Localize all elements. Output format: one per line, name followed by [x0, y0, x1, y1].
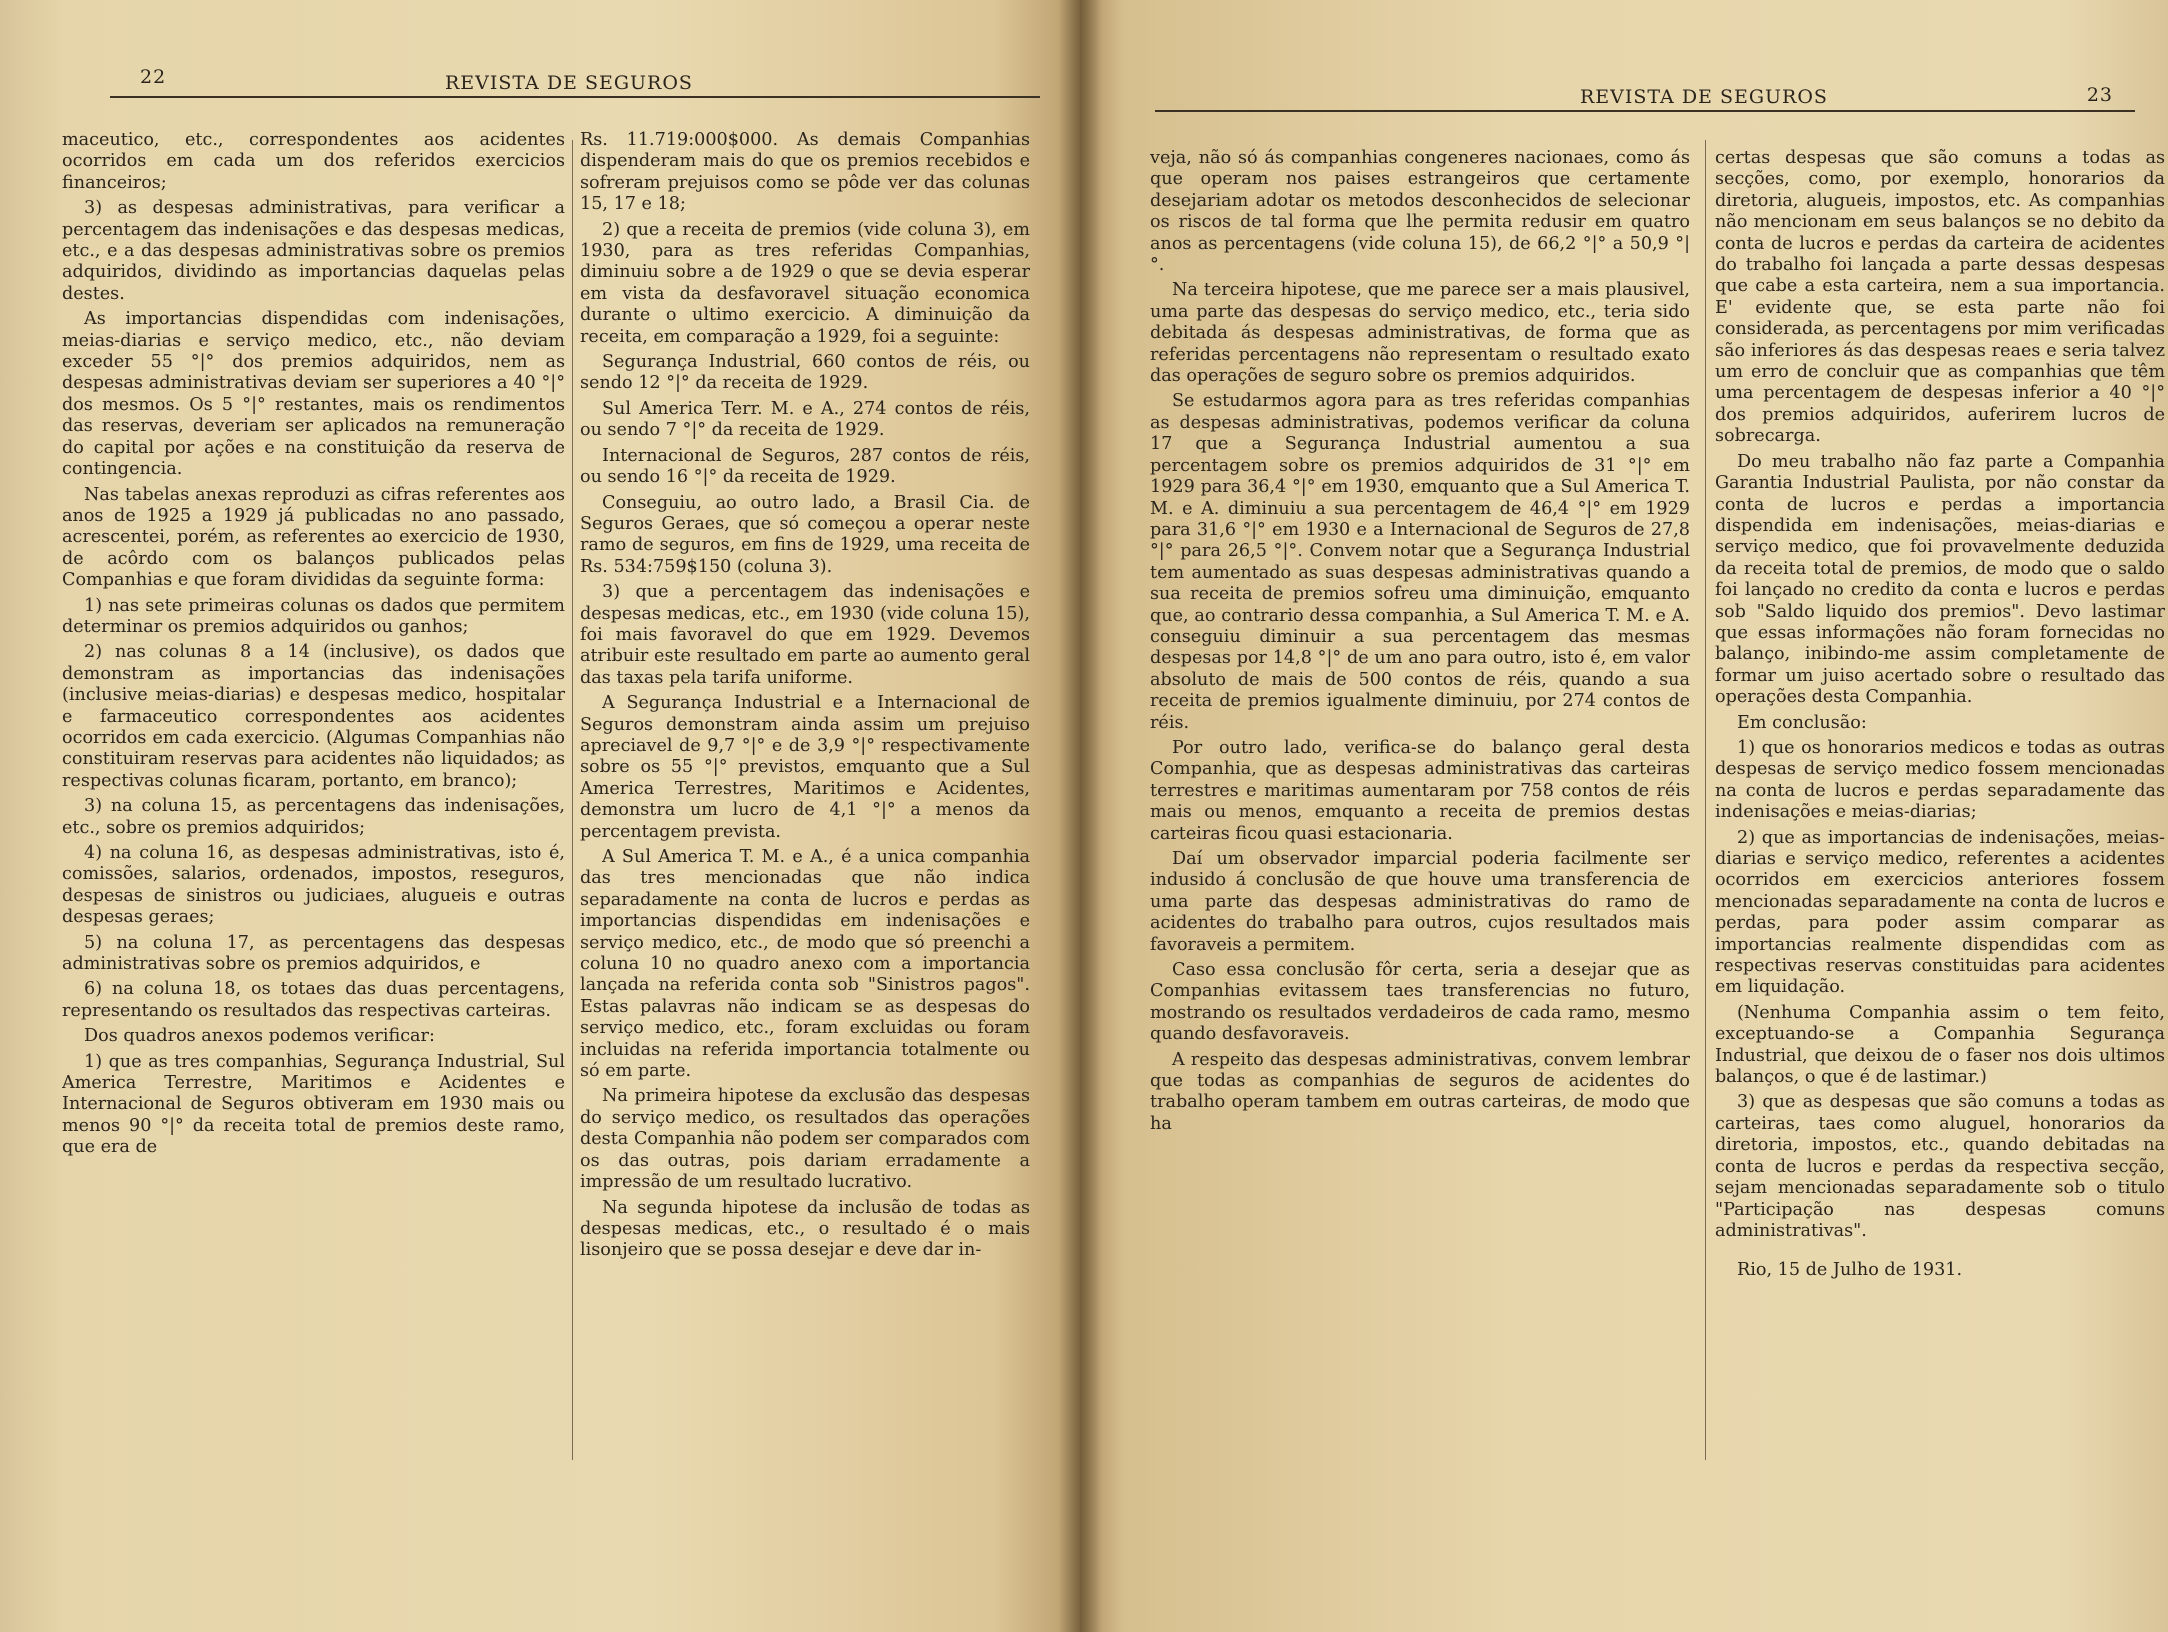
- paragraph: Na segunda hipotese da inclusão de todas as despesas medicas, etc., o resultado é o mais lisonjeiro que se possa desejar e deve dar in-: [580, 1197, 1030, 1261]
- paragraph: maceutico, etc., correspondentes aos acidentes ocorridos em cada um dos referidos exercicios financeiros;: [62, 130, 565, 193]
- paragraph: 1) nas sete primeiras colunas os dados que permitem determinar os premios adquiridos ou ganhos;: [62, 595, 565, 637]
- paragraph: (Nenhuma Companhia assim o tem feito, exceptuando-se a Companhia Segurança Industrial, que deixou de o faser nos dois ultimos balanços, o que é de lastimar.): [1715, 1002, 2165, 1088]
- paragraph: veja, não só ás companhias congeneres nacionaes, como ás que operam nos paises estrangeiros que certamente desejariam adotar os metodos desconhecidos de selecionar os riscos de tal forma que lhe permita redusir em quatro anos as percentagens (vide coluna 15), de 66,2 °|° a 50,9 °|°.: [1150, 148, 1690, 276]
- paragraph: 3) que a percentagem das indenisações e despesas medicas, etc., em 1930 (vide coluna 15), foi mais favoravel do que em 1929. Devemos atribuir este resultado em parte ao aumento geral das taxas pela tarifa uniforme.: [580, 582, 1030, 688]
- paragraph: Dos quadros anexos podemos verificar:: [84, 1026, 435, 1047]
- paragraph: Sul America Terr. M. e A., 274 contos de réis, ou sendo 7 °|° da receita de 1929.: [580, 398, 1030, 441]
- right-page: [1080, 0, 2168, 1632]
- paragraph: 2) que a receita de premios (vide coluna 3), em 1930, para as tres referidas Companhias, diminuiu sobre a de 1929 o que se devia esperar em vista da desfavoravel situação economica durante o ultimo exercicio. A diminuição da receita, em comparação a 1929, foi a seguinte:: [580, 219, 1030, 347]
- left-column-2: [580, 130, 1030, 1490]
- paragraph: 3) as despesas administrativas, para verificar a percentagem das indenisações e das despesas medicas, etc., e a das despesas administrativas sobre os premios adquiridos, dividindo as importancias daquelas pelas destes.: [62, 198, 565, 304]
- paragraph: certas despesas que são comuns a todas as secções, como, por exemplo, honorarios da diretoria, alugueis, impostos, etc. As companhias não mencionam em seus balanços se no debito da conta de lucros e perdas da carteira de acidentes do trabalho foi lançada a parte dessas despesas que cabe a esta carteira, nem a sua importancia. E' evidente que, se esta parte não foi considerada, as percentagens por mim verificadas são inferiores ás das despesas reaes e seria talvez um erro de concluir que as companhias que têm uma percentagem de despesas inferior a 40 °|° dos premios adquiridos, auferirem lucros de sobrecarga.: [1715, 148, 2165, 447]
- right-column-2: [1715, 148, 2165, 1508]
- page-number: 22: [140, 66, 167, 88]
- running-head: REVISTA DE SEGUROS: [1580, 86, 1828, 108]
- running-head: REVISTA DE SEGUROS: [445, 72, 693, 94]
- right-column-1: [1150, 148, 1690, 1508]
- paragraph: 2) nas colunas 8 a 14 (inclusive), os dados que demonstram as importancias das indenisações (inclusive meias-diarias) e despesas medico, hospitalar e farmaceutico correspondentes aos acidentes ocorridos em cada exercicio. (Algumas Companhias não constituiram reservas para acidentes não liquidados; as respectivas colunas ficaram, portanto, em branco);: [62, 642, 565, 791]
- header-rule: [110, 96, 1040, 98]
- paragraph: 5) na coluna 17, as percentagens das despesas administrativas sobre os premios adquiridos, e: [62, 932, 565, 975]
- left-column-1: [62, 130, 565, 1490]
- paragraph: Na terceira hipotese, que me parece ser a mais plausivel, uma parte das despesas do serviço medico, etc., teria sido debitada ás despesas administrativas, de forma que as referidas percentagens não representam o resultado exato das operações de seguro sobre os premios adquiridos.: [1150, 280, 1690, 387]
- paragraph: Conseguiu, ao outro lado, a Brasil Cia. de Seguros Geraes, que só começou a operar neste ramo de seguros, em fins de 1929, uma receita de Rs. 534:759$150 (coluna 3).: [580, 492, 1030, 577]
- column-divider: [572, 140, 573, 1460]
- paragraph: Rs. 11.719:000$000. As demais Companhias dispenderam mais do que os premios recebidos e sofreram prejuisos como se pôde ver das colunas 15, 17 e 18;: [580, 130, 1030, 215]
- paragraph: Em conclusão:: [1737, 712, 1867, 733]
- paragraph: 6) na coluna 18, os totaes das duas percentagens, representando os resultados das respectivas carteiras.: [62, 979, 565, 1021]
- left-page-header: [110, 60, 1040, 100]
- paragraph: A Segurança Industrial e a Internacional de Seguros demonstram ainda assim um prejuiso apreciavel de 9,7 °|° e de 3,9 °|° respectivamente sobre os 55 °|° previstos, emquanto que a Sul America Terrestres, Maritimos e Acidentes, demonstra um lucro de 4,1 °|° a menos da percentagem prevista.: [580, 693, 1030, 842]
- left-page: [0, 0, 1080, 1632]
- paragraph: 1) que as tres companhias, Segurança Industrial, Sul America Terrestre, Maritimos e Acidentes e Internacional de Seguros obtiveram em 1930 mais ou menos 90 °|° da receita total de premios deste ramo, que era de: [62, 1051, 565, 1158]
- book-gutter: [1058, 0, 1102, 1632]
- paragraph: 1) que os honorarios medicos e todas as outras despesas de serviço medico fossem mencionadas na conta de lucros e perdas separadamente das indenisações e meias-diarias;: [1715, 737, 2165, 823]
- page-number: 23: [2086, 84, 2113, 106]
- paragraph: 4) na coluna 16, as despesas administrativas, isto é, comissões, salarios, ordenados, impostos, reseguros, despesas de sinistros ou judiciaes, alugueis e outras despesas geraes;: [62, 843, 565, 928]
- paragraph: Nas tabelas anexas reproduzi as cifras referentes aos anos de 1925 a 1929 já publicadas no ano passado, acrescentei, porém, as referentes ao exercicio de 1930, de acôrdo com os balanços publicados pelas Companhias e que foram divididas da seguinte forma:: [62, 484, 565, 591]
- paragraph: Na primeira hipotese da exclusão das despesas do serviço medico, os resultados das operações desta Companhia não podem ser comparados com os das outras, pois dariam erradamente a impressão de um resultado lucrativo.: [580, 1086, 1030, 1193]
- dateline: Rio, 15 de Julho de 1931.: [1737, 1260, 1963, 1281]
- right-page-header: [1155, 60, 2135, 108]
- paragraph: 3) que as despesas que são comuns a todas as carteiras, taes como aluguel, honorarios da diretoria, impostos, etc., quando debitadas na conta de lucros e perdas da respectiva secção, sejam mencionadas separadamente sob o titulo "Participação nas despesas comuns administrativas".: [1715, 1092, 2165, 1241]
- column-divider: [1705, 140, 1706, 1460]
- paragraph: Caso essa conclusão fôr certa, seria a desejar que as Companhias evitassem taes transferencias no futuro, mostrando os resultados verdadeiros de cada ramo, mesmo quando desfavoraveis.: [1150, 960, 1690, 1045]
- paragraph: Segurança Industrial, 660 contos de réis, ou sendo 12 °|° da receita de 1929.: [580, 352, 1030, 394]
- paragraph: Por outro lado, verifica-se do balanço geral desta Companhia, que as despesas administrativas das carteiras terrestres e maritimas aumentaram por 758 contos de réis mais ou menos, emquanto a receita de premios destas carteiras ficou quasi estacionaria.: [1150, 737, 1690, 844]
- paragraph: Internacional de Seguros, 287 contos de réis, ou sendo 16 °|° da receita de 1929.: [580, 445, 1030, 488]
- paragraph: Do meu trabalho não faz parte a Companhia Garantia Industrial Paulista, por não constar da conta de lucros e perdas a importancia dispendida em indenisações, meias-diarias e serviço medico, que foi provavelmente deduzida da receita total de premios, de modo que o saldo foi lançado no credito da conta e lucros e perdas sob "Saldo liquido dos premios". Devo lastimar que essas informações não foram fornecidas no balanço, inibindo-me assim completamente de formar um juiso acertado sobre o resultado das operações desta Companhia.: [1715, 451, 2165, 708]
- paragraph: 2) que as importancias de indenisações, meias-diarias e serviço medico, referentes a acidentes ocorridos em exercicios anteriores fossem mencionadas separadamente na conta de lucros e perdas, para poder assim comparar as importancias realmente dispendidas com as respectivas reservas constituidas para acidentes em liquidação.: [1715, 827, 2165, 998]
- paragraph: As importancias dispendidas com indenisações, meias-diarias e serviço medico, etc., não deviam exceder 55 °|° dos premios adquiridos, nem as despesas administrativas deviam ser superiores a 40 °|° dos mesmos. Os 5 °|° restantes, mais os rendimentos das reservas, deveriam ser aplicados na remuneração do capital por ações e na constituição da reserva de contingencia.: [62, 309, 565, 480]
- paragraph: A respeito das despesas administrativas, convem lembrar que todas as companhias de seguros de acidentes do trabalho operam tambem em outras carteiras, de modo que ha: [1150, 1049, 1690, 1134]
- header-rule: [1155, 110, 2135, 112]
- paragraph: Se estudarmos agora para as tres referidas companhias as despesas administrativas, podemos verificar da coluna 17 que a Segurança Industrial aumentou a sua percentagem sobre os premios adquiridos de 31 °|° em 1929 para 36,4 °|° em 1930, emquanto que a Sul America T. M. e A. diminuiu a sua percentagem de 46,4 °|° em 1929 para 31,6 °|° em 1930 e a Internacional de Seguros de 27,8 °|° para 26,5 °|°. Convem notar que a Segurança Industrial tem aumentado as suas despesas administrativas quando a sua receita de premios sofreu uma diminuição, emquanto que, ao contrario dessa companhia, a Sul America T. M. e A. conseguiu diminuir a sua percentagem das mesmas despesas por 14,8 °|° de um ano para outro, isto é, em valor absoluto de mais de 500 contos de réis, quando a sua receita de premios igualmente diminuiu, por 274 contos de réis.: [1150, 391, 1690, 733]
- paragraph: 3) na coluna 15, as percentagens das indenisações, etc., sobre os premios adquiridos;: [62, 796, 565, 838]
- paragraph: Daí um observador imparcial poderia facilmente ser indusido á conclusão de que houve uma transferencia de uma parte das despesas administrativas do ramo de acidentes do trabalho para outros, cujos resultados mais favoraveis a permitem.: [1150, 849, 1690, 955]
- paragraph: A Sul America T. M. e A., é a unica companhia das tres mencionadas que não indica separadamente na conta de lucros e perdas as importancias dispendidas em indenisações e serviço medico, etc., de modo que só preenchi a coluna 10 no quadro anexo com a importancia lançada na referida conta sob "Sinistros pagos". Estas palavras não indicam se as despesas do serviço medico, etc., foram excluidas ou foram incluidas na referida importancia totalmente ou só em parte.: [580, 847, 1030, 1082]
